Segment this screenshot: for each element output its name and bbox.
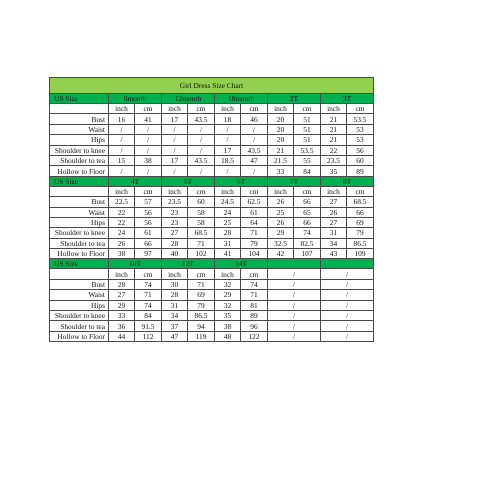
measurement-row xyxy=(50,311,374,321)
measurement-value: 65 xyxy=(294,207,321,217)
measurement-value: 21 xyxy=(321,135,347,145)
measurement-value: 32 xyxy=(215,279,241,289)
measurement-value: 23.5 xyxy=(162,197,188,207)
unit-row-label xyxy=(50,104,109,114)
measurement-value: 37 xyxy=(162,321,188,331)
measurement-value: / xyxy=(109,145,135,155)
size-header: 18month xyxy=(215,94,268,104)
measurement-row xyxy=(50,279,374,289)
measurement-value: 27 xyxy=(321,197,347,207)
unit-header: inch xyxy=(109,269,135,279)
chart-title: Girl Dress Size Chart xyxy=(50,78,374,94)
measurement-value: / xyxy=(268,311,321,321)
measurement-value: / xyxy=(241,135,268,145)
measurement-value: 29 xyxy=(268,228,294,238)
measurement-value: / xyxy=(109,166,135,176)
measurement-value: 82.5 xyxy=(294,238,321,248)
measurement-value: 38 xyxy=(109,249,135,259)
measurement-label: Shoulder to tea xyxy=(50,321,109,331)
measurement-value: 38 xyxy=(135,155,162,165)
measurement-value: 53.5 xyxy=(347,114,374,124)
measurement-value: 23 xyxy=(162,217,188,227)
unit-header: inch xyxy=(321,104,347,114)
measurement-value: 18 xyxy=(215,114,241,124)
measurement-row xyxy=(50,135,374,145)
empty-size-header xyxy=(321,259,374,269)
measurement-value: 104 xyxy=(241,249,268,259)
unit-header: inch xyxy=(215,186,241,196)
measurement-value: 84 xyxy=(135,311,162,321)
measurement-value: 71 xyxy=(135,290,162,300)
unit-header: cm xyxy=(135,104,162,114)
measurement-value: 47 xyxy=(162,331,188,341)
measurement-value: 21 xyxy=(321,124,347,134)
unit-header: inch xyxy=(109,186,135,196)
measurement-value: 28 xyxy=(109,279,135,289)
measurement-value: 79 xyxy=(241,238,268,248)
measurement-value: 51 xyxy=(294,135,321,145)
measurement-value: 23.5 xyxy=(321,155,347,165)
unit-row-label xyxy=(50,269,109,279)
measurement-value: 28 xyxy=(215,228,241,238)
unit-header: cm xyxy=(347,104,374,114)
measurement-value: 51 xyxy=(294,114,321,124)
measurement-value: 27 xyxy=(321,217,347,227)
measurement-value: 35 xyxy=(321,166,347,176)
unit-header: cm xyxy=(188,186,215,196)
band-label: US Size xyxy=(50,94,109,104)
measurement-value: 41 xyxy=(135,114,162,124)
unit-header: cm xyxy=(135,269,162,279)
measurement-value: 107 xyxy=(294,249,321,259)
measurement-value: 17 xyxy=(215,145,241,155)
measurement-value: 47 xyxy=(241,155,268,165)
measurement-value: 28 xyxy=(162,290,188,300)
unit-header: inch xyxy=(162,269,188,279)
measurement-value: 21 xyxy=(321,114,347,124)
measurement-value: 44 xyxy=(109,331,135,341)
measurement-value: 34 xyxy=(162,311,188,321)
measurement-value: 42 xyxy=(268,249,294,259)
unit-header: cm xyxy=(347,186,374,196)
measurement-value: 40 xyxy=(162,249,188,259)
measurement-value: 74 xyxy=(135,300,162,310)
measurement-value: 74 xyxy=(294,228,321,238)
measurement-row xyxy=(50,321,374,331)
measurement-row xyxy=(50,290,374,300)
unit-header: cm xyxy=(294,186,321,196)
measurement-label: Hollow to Floor xyxy=(50,166,109,176)
unit-header: / xyxy=(321,269,374,279)
measurement-value: 43.5 xyxy=(241,145,268,155)
measurement-value: / xyxy=(188,135,215,145)
measurement-row xyxy=(50,238,374,248)
measurement-value: 31 xyxy=(321,228,347,238)
measurement-value: / xyxy=(188,124,215,134)
measurement-value: 24.5 xyxy=(215,197,241,207)
measurement-value: / xyxy=(135,145,162,155)
measurement-value: / xyxy=(188,145,215,155)
measurement-value: 86.5 xyxy=(188,311,215,321)
measurement-value: / xyxy=(162,145,188,155)
measurement-value: 66 xyxy=(135,238,162,248)
measurement-value: / xyxy=(135,124,162,134)
measurement-value: 56 xyxy=(135,217,162,227)
measurement-row xyxy=(50,124,374,134)
unit-header: inch xyxy=(321,186,347,196)
measurement-value: 17 xyxy=(162,155,188,165)
measurement-value: 61 xyxy=(135,228,162,238)
size-header: 3T xyxy=(321,94,374,104)
measurement-row xyxy=(50,166,374,176)
measurement-value: 112 xyxy=(135,331,162,341)
measurement-row xyxy=(50,217,374,227)
measurement-value: 119 xyxy=(188,331,215,341)
measurement-value: 41 xyxy=(215,249,241,259)
measurement-row xyxy=(50,300,374,310)
measurement-row xyxy=(50,228,374,238)
measurement-label: Shoulder to knee xyxy=(50,228,109,238)
band-label: US Size xyxy=(50,259,109,269)
measurement-value: / xyxy=(321,300,374,310)
measurement-value: 53.5 xyxy=(294,145,321,155)
unit-header: cm xyxy=(135,186,162,196)
measurement-value: / xyxy=(321,290,374,300)
measurement-value: 89 xyxy=(241,311,268,321)
measurement-value: / xyxy=(162,135,188,145)
measurement-label: Bust xyxy=(50,197,109,207)
unit-header: cm xyxy=(241,104,268,114)
measurement-value: 60 xyxy=(188,197,215,207)
measurement-value: 69 xyxy=(188,290,215,300)
measurement-value: / xyxy=(215,124,241,134)
measurement-row xyxy=(50,331,374,341)
measurement-value: 18.5 xyxy=(215,155,241,165)
measurement-row xyxy=(50,249,374,259)
size-header: 12month xyxy=(162,94,215,104)
measurement-value: 25 xyxy=(268,207,294,217)
size-chart-table xyxy=(49,77,374,342)
measurement-label: Bust xyxy=(50,279,109,289)
measurement-label: Shoulder to knee xyxy=(50,145,109,155)
measurement-value: 43.5 xyxy=(188,155,215,165)
unit-header: inch xyxy=(215,104,241,114)
measurement-value: 35 xyxy=(215,311,241,321)
measurement-value: / xyxy=(162,166,188,176)
size-header: 5T xyxy=(162,176,215,186)
measurement-value: 22.5 xyxy=(109,197,135,207)
size-header: 7T xyxy=(268,176,321,186)
size-header: 6T xyxy=(215,176,268,186)
measurement-value: 68.5 xyxy=(347,197,374,207)
measurement-value: 89 xyxy=(347,166,374,176)
measurement-value: / xyxy=(321,311,374,321)
measurement-label: Shoulder to knee xyxy=(50,311,109,321)
empty-size-header xyxy=(268,259,321,269)
measurement-value: 31 xyxy=(162,300,188,310)
measurement-value: / xyxy=(188,166,215,176)
measurement-value: 94 xyxy=(188,321,215,331)
measurement-value: 53 xyxy=(347,124,374,134)
size-header: 4T xyxy=(109,176,162,186)
measurement-label: Shoulder to tea xyxy=(50,155,109,165)
measurement-value: / xyxy=(268,279,321,289)
measurement-value: 86.5 xyxy=(347,238,374,248)
size-header: 12T xyxy=(162,259,215,269)
measurement-value: 69 xyxy=(347,217,374,227)
measurement-value: 24 xyxy=(109,228,135,238)
size-header: 2T xyxy=(268,94,321,104)
measurement-value: 81 xyxy=(241,300,268,310)
title-row xyxy=(50,78,374,94)
size-header: 14T xyxy=(215,259,268,269)
unit-header: cm xyxy=(241,186,268,196)
measurement-value: 48 xyxy=(215,331,241,341)
measurement-value: 17 xyxy=(162,114,188,124)
size-header: 10T xyxy=(109,259,162,269)
measurement-label: Hips xyxy=(50,217,109,227)
measurement-value: 31 xyxy=(215,238,241,248)
measurement-value: 43.5 xyxy=(188,114,215,124)
unit-header: inch xyxy=(162,104,188,114)
measurement-value: 58 xyxy=(188,207,215,217)
measurement-value: 28 xyxy=(162,238,188,248)
measurement-label: Waist xyxy=(50,124,109,134)
measurement-value: 55 xyxy=(294,155,321,165)
measurement-value: 38 xyxy=(215,321,241,331)
measurement-value: 102 xyxy=(188,249,215,259)
measurement-label: Bust xyxy=(50,114,109,124)
measurement-value: 56 xyxy=(347,145,374,155)
measurement-value: 46 xyxy=(241,114,268,124)
measurement-value: 109 xyxy=(347,249,374,259)
measurement-value: 34 xyxy=(321,238,347,248)
measurement-value: 27 xyxy=(109,290,135,300)
unit-header: cm xyxy=(188,269,215,279)
unit-header: inch xyxy=(268,186,294,196)
measurement-value: / xyxy=(268,300,321,310)
measurement-value: 22 xyxy=(109,207,135,217)
measurement-value: 29 xyxy=(109,300,135,310)
measurement-value: 71 xyxy=(188,279,215,289)
measurement-value: 74 xyxy=(135,279,162,289)
measurement-value: 22 xyxy=(109,217,135,227)
measurement-value: / xyxy=(268,290,321,300)
measurement-value: 66 xyxy=(294,197,321,207)
measurement-value: 61 xyxy=(241,207,268,217)
measurement-value: 26 xyxy=(268,197,294,207)
measurement-value: 33 xyxy=(109,311,135,321)
measurement-value: 30 xyxy=(162,279,188,289)
measurement-value: 24 xyxy=(215,207,241,217)
size-band-row xyxy=(50,259,374,269)
measurement-label: Hips xyxy=(50,300,109,310)
measurement-value: 64 xyxy=(241,217,268,227)
measurement-value: / xyxy=(321,321,374,331)
measurement-value: / xyxy=(268,331,321,341)
measurement-value: 56 xyxy=(135,207,162,217)
unit-header: cm xyxy=(188,104,215,114)
unit-row-label xyxy=(50,186,109,196)
measurement-value: / xyxy=(162,124,188,134)
measurement-value: 66 xyxy=(347,207,374,217)
measurement-value: 21 xyxy=(268,145,294,155)
measurement-value: 15 xyxy=(109,155,135,165)
measurement-value: 33 xyxy=(268,166,294,176)
measurement-value: / xyxy=(241,166,268,176)
measurement-value: 71 xyxy=(241,290,268,300)
measurement-value: / xyxy=(109,124,135,134)
measurement-row xyxy=(50,114,374,124)
measurement-value: / xyxy=(215,135,241,145)
measurement-value: 21.5 xyxy=(268,155,294,165)
unit-header: cm xyxy=(294,104,321,114)
measurement-value: 51 xyxy=(294,124,321,134)
size-chart-body xyxy=(50,78,374,342)
measurement-value: 97 xyxy=(135,249,162,259)
measurement-value: 27 xyxy=(162,228,188,238)
measurement-row xyxy=(50,155,374,165)
measurement-row xyxy=(50,145,374,155)
band-label: US Size xyxy=(50,176,109,186)
measurement-value: 53 xyxy=(347,135,374,145)
unit-header: inch xyxy=(268,104,294,114)
measurement-value: / xyxy=(241,124,268,134)
measurement-value: 32.5 xyxy=(268,238,294,248)
measurement-value: / xyxy=(215,166,241,176)
measurement-label: Shoulder to tea xyxy=(50,238,109,248)
unit-header: / xyxy=(268,269,321,279)
measurement-row xyxy=(50,197,374,207)
measurement-value: / xyxy=(321,279,374,289)
measurement-label: Waist xyxy=(50,290,109,300)
size-band-row xyxy=(50,94,374,104)
measurement-value: 57 xyxy=(135,197,162,207)
measurement-value: 26 xyxy=(268,217,294,227)
measurement-value: / xyxy=(135,135,162,145)
measurement-value: 62.5 xyxy=(241,197,268,207)
unit-header: cm xyxy=(241,269,268,279)
unit-header: inch xyxy=(109,104,135,114)
measurement-value: 32 xyxy=(215,300,241,310)
measurement-value: 96 xyxy=(241,321,268,331)
measurement-value: 25 xyxy=(215,217,241,227)
measurement-value: 71 xyxy=(241,228,268,238)
unit-row xyxy=(50,104,374,114)
measurement-value: 84 xyxy=(294,166,321,176)
measurement-label: Waist xyxy=(50,207,109,217)
measurement-value: / xyxy=(109,135,135,145)
measurement-row xyxy=(50,207,374,217)
measurement-label: Hips xyxy=(50,135,109,145)
measurement-value: 79 xyxy=(347,228,374,238)
measurement-value: 91.5 xyxy=(135,321,162,331)
measurement-value: 22 xyxy=(321,145,347,155)
unit-header: inch xyxy=(162,186,188,196)
measurement-label: Hollow to Floor xyxy=(50,331,109,341)
unit-header: inch xyxy=(215,269,241,279)
measurement-value: 66 xyxy=(294,217,321,227)
measurement-value: 58 xyxy=(188,217,215,227)
measurement-value: 23 xyxy=(162,207,188,217)
measurement-value: 16 xyxy=(109,114,135,124)
measurement-value: 26 xyxy=(109,238,135,248)
measurement-label: Hollow to Floor xyxy=(50,249,109,259)
measurement-value: 29 xyxy=(215,290,241,300)
size-band-row xyxy=(50,176,374,186)
measurement-value: 74 xyxy=(241,279,268,289)
measurement-value: / xyxy=(268,321,321,331)
measurement-value: 122 xyxy=(241,331,268,341)
measurement-value: 60 xyxy=(347,155,374,165)
measurement-value: 36 xyxy=(109,321,135,331)
unit-row xyxy=(50,186,374,196)
measurement-value: 20 xyxy=(268,114,294,124)
measurement-value: 20 xyxy=(268,135,294,145)
measurement-value: 68.5 xyxy=(188,228,215,238)
unit-row xyxy=(50,269,374,279)
size-header: 8T xyxy=(321,176,374,186)
size-header: 6month xyxy=(109,94,162,104)
measurement-value: 43 xyxy=(321,249,347,259)
measurement-value: / xyxy=(135,166,162,176)
measurement-value: / xyxy=(321,331,374,341)
measurement-value: 20 xyxy=(268,124,294,134)
measurement-value: 26 xyxy=(321,207,347,217)
measurement-value: 79 xyxy=(188,300,215,310)
measurement-value: 71 xyxy=(188,238,215,248)
